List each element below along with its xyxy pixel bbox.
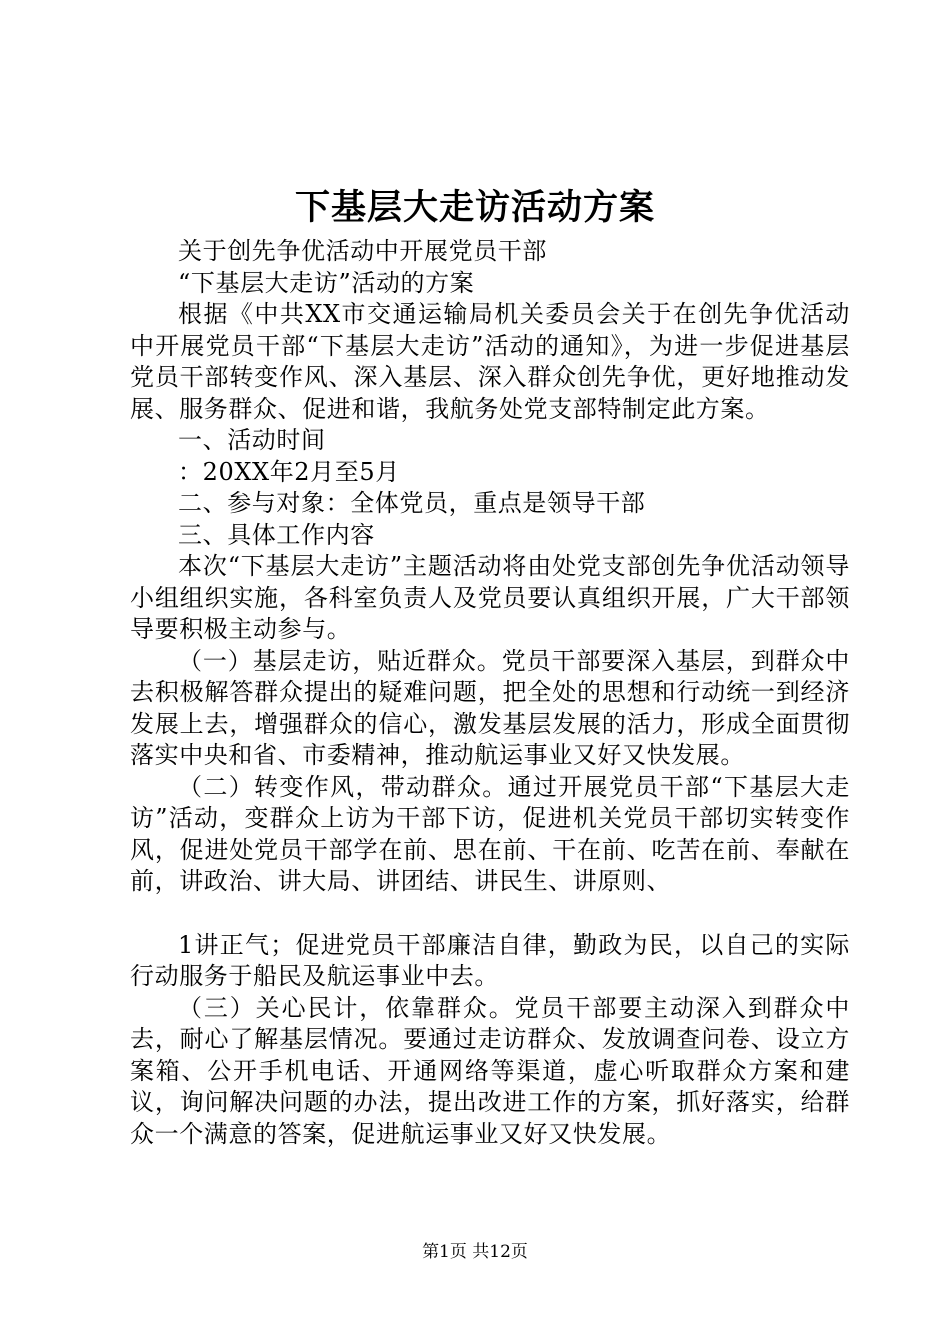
section-heading-content: 三、具体工作内容: [178, 520, 375, 549]
content-intro-paragraph: 本次“下基层大走访”主题活动将由处党支部创先争优活动领导小组组织实施，各科室负责人及党员要认真组织开展，广大干部领导要积极主动参与。: [130, 552, 850, 643]
subtitle-line-2: “下基层大走访”活动的方案: [178, 268, 475, 297]
document-title: 下基层大走访活动方案: [294, 187, 655, 228]
subtitle-line-1: 关于创先争优活动中开展党员干部: [178, 237, 547, 265]
section-heading-participants: 二、参与对象：全体党员，重点是领导干部: [178, 489, 646, 517]
page-number-footer: 第1页 共12页: [422, 1242, 528, 1262]
activity-time-text: ：20XX年2月至5月: [178, 457, 400, 486]
section-heading-time: 一、活动时间: [178, 426, 326, 454]
item-three-paragraph: （三）关心民计，依靠群众。党员干部要主动深入到群众中去，耐心了解基层情况。要通过走访群众、发放调查问卷、设立方案箱、公开手机电话、开通网络等渠道，虚心听取群众方案和建议，询问解决问题的办法，提出改进工作的方案，抓好落实，给群众一个满意的答案，促进航运事业又好又快发展。: [130, 993, 850, 1148]
item-one-paragraph: （一）基层走访，贴近群众。党员干部要深入基层，到群众中去积极解答群众提出的疑难问题，把全处的思想和行动统一到经济发展上去，增强群众的信心，激发基层发展的活力，形成全面贯彻落实中央和省、市委精神，推动航运事业又好又快发展。: [130, 646, 850, 769]
intro-paragraph: 根据《中共XX市交通运输局机关委员会关于在创先争优活动中开展党员干部“下基层大走访”活动的通知》，为进一步促进基层党员干部转变作风、深入基层、深入群众创先争优，更好地推动发展、服务群众、促进和谐，我航务处党支部特制定此方案。: [130, 300, 850, 423]
item-two-continuation: 1讲正气；促进党员干部廉洁自律，勤政为民，以自己的实际行动服务于船民及航运事业中去。: [130, 930, 850, 990]
document-body: [130, 236, 850, 1150]
item-two-paragraph: （二）转变作风，带动群众。通过开展党员干部“下基层大走访”活动，变群众上访为干部下访，促进机关党员干部切实转变作风，促进处党员干部学在前、思在前、干在前、吃苦在前、奉献在前，讲政治、讲大局、讲团结、讲民生、讲原则、: [130, 772, 850, 895]
